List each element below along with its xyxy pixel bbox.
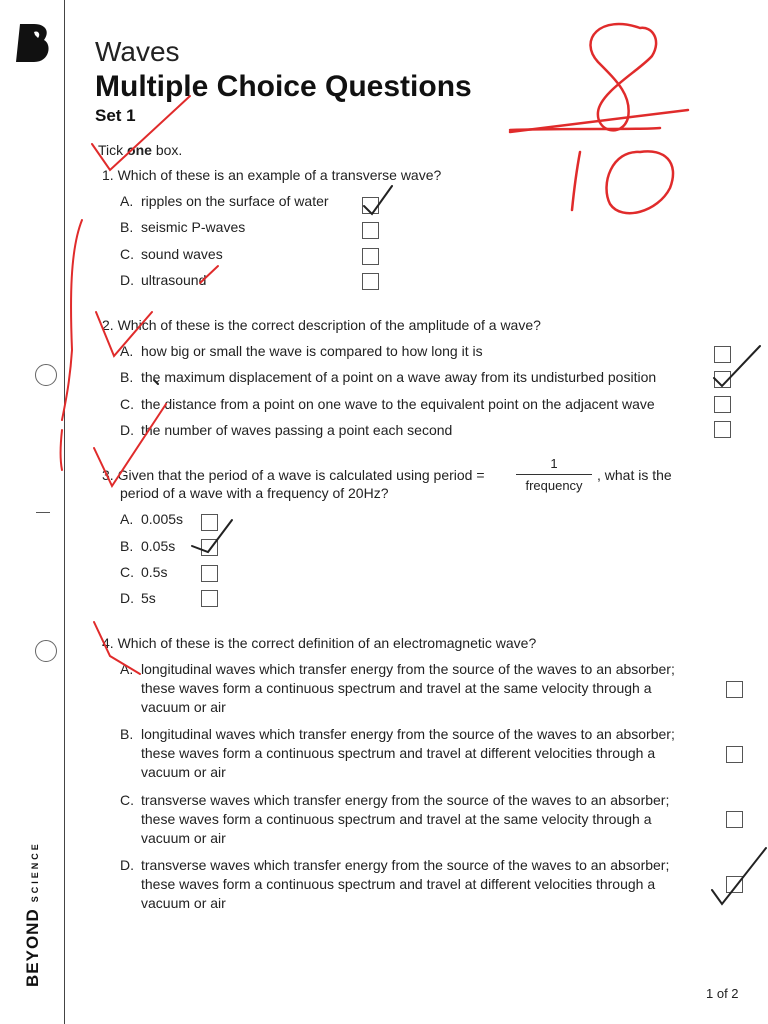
brand-name: BEYOND xyxy=(23,908,42,987)
q2-checkbox-d[interactable] xyxy=(714,421,731,438)
instruction-post: box. xyxy=(151,142,183,158)
question-text-pre: Given that the period of a wave is calculated using period = xyxy=(117,467,485,483)
q1-checkbox-c[interactable] xyxy=(362,248,379,265)
brand-sub: SCIENCE xyxy=(30,841,40,903)
option-line: vacuum or air xyxy=(141,699,226,715)
q2-option-d xyxy=(120,421,452,440)
option-line: these waves form a continuous spectrum and travel at the same velocity through a xyxy=(141,680,652,696)
question-number: 4. xyxy=(102,635,114,651)
q4-option-c xyxy=(120,791,669,848)
option-line: transverse waves which transfer energy from the source of the waves to an absorber; xyxy=(141,792,670,808)
fraction-denominator: frequency xyxy=(525,478,583,493)
option-line: vacuum or air xyxy=(141,895,226,911)
page-title: Waves xyxy=(95,36,180,67)
punch-hole-top xyxy=(35,364,57,386)
option-letter: B. xyxy=(120,538,134,554)
option-text: seismic P-waves xyxy=(141,219,246,235)
punch-hole-bottom xyxy=(35,640,57,662)
q3-option-d xyxy=(120,589,156,608)
brand-vertical xyxy=(23,837,47,987)
option-letter: D. xyxy=(120,272,134,288)
option-letter: D. xyxy=(120,590,134,606)
beyond-logo-icon xyxy=(14,22,54,64)
q1-checkbox-d[interactable] xyxy=(362,273,379,290)
option-letter: D. xyxy=(120,422,134,438)
set-label: Set 1 xyxy=(95,106,136,125)
option-line: transverse waves which transfer energy from the source of the waves to an absorber; xyxy=(141,857,670,873)
option-line: these waves form a continuous spectrum and travel at different velocities through a xyxy=(141,876,656,892)
option-text: the maximum displacement of a point on a wave away from its undisturbed position xyxy=(141,369,657,385)
q4-option-b xyxy=(120,725,675,782)
instruction-bold: one xyxy=(127,142,152,158)
question-text: Which of these is the correct definition of an electromagnetic wave? xyxy=(117,635,537,651)
question-3-text-post: , what is the xyxy=(597,467,672,483)
q3-checkbox-b[interactable] xyxy=(201,539,218,556)
q2-checkbox-b[interactable] xyxy=(714,371,731,388)
question-4 xyxy=(102,634,536,653)
option-text: the distance from a point on one wave to the equivalent point on the adjacent wave xyxy=(141,396,655,412)
instruction xyxy=(98,142,182,158)
margin-line xyxy=(64,0,65,1024)
period-fraction xyxy=(516,456,592,493)
q4-option-a xyxy=(120,660,675,717)
option-text: 0.05s xyxy=(141,538,176,554)
question-1 xyxy=(102,166,441,185)
option-letter: C. xyxy=(120,246,134,262)
q3-checkbox-c[interactable] xyxy=(201,565,218,582)
option-line: longitudinal waves which transfer energy from the source of the waves to an absorber; xyxy=(141,726,675,742)
q2-option-a xyxy=(120,342,483,361)
option-letter: A. xyxy=(120,511,134,527)
option-letter: A. xyxy=(120,193,134,209)
question-text: Which of these is the correct description of the amplitude of a wave? xyxy=(117,317,541,333)
q4-checkbox-c[interactable] xyxy=(726,811,743,828)
question-text: Which of these is an example of a transverse wave? xyxy=(117,167,442,183)
q1-checkbox-b[interactable] xyxy=(362,222,379,239)
q4-checkbox-b[interactable] xyxy=(726,746,743,763)
option-letter: C. xyxy=(120,792,134,808)
option-letter: A. xyxy=(120,343,134,359)
question-number: 3. xyxy=(102,467,114,483)
q3-checkbox-a[interactable] xyxy=(201,514,218,531)
option-text: how big or small the wave is compared to how long it is xyxy=(141,343,483,359)
option-line: longitudinal waves which transfer energy from the source of the waves to an absorber; xyxy=(141,661,675,677)
fold-mark xyxy=(36,512,50,513)
q1-option-d xyxy=(120,271,206,290)
option-letter: D. xyxy=(120,857,134,873)
q4-option-d xyxy=(120,856,669,913)
option-text xyxy=(141,791,669,848)
question-number: 1. xyxy=(102,167,114,183)
question-3-line2: period of a wave with a frequency of 20Hz? xyxy=(120,485,389,501)
page-number: 1 of 2 xyxy=(706,986,739,1001)
q2-checkbox-c[interactable] xyxy=(714,396,731,413)
q1-option-a xyxy=(120,192,329,211)
option-letter: C. xyxy=(120,396,134,412)
q4-checkbox-a[interactable] xyxy=(726,681,743,698)
q1-option-c xyxy=(120,245,223,264)
score-mark-icon xyxy=(510,24,688,213)
option-line: these waves form a continuous spectrum and travel at the same velocity through a xyxy=(141,811,652,827)
q1-checkbox-a[interactable] xyxy=(362,197,379,214)
option-line: vacuum or air xyxy=(141,830,226,846)
page-subtitle: Multiple Choice Questions xyxy=(95,70,472,103)
q3-checkbox-d[interactable] xyxy=(201,590,218,607)
option-text: the number of waves passing a point each second xyxy=(141,422,453,438)
option-letter: B. xyxy=(120,369,134,385)
question-2 xyxy=(102,316,541,335)
option-text xyxy=(141,725,675,782)
option-letter: A. xyxy=(120,661,134,677)
option-text: 0.5s xyxy=(141,564,168,580)
instruction-pre: Tick xyxy=(98,142,128,158)
fraction-numerator: 1 xyxy=(550,456,558,471)
option-text: ultrasound xyxy=(141,272,207,288)
q3-option-c xyxy=(120,563,167,582)
option-line: vacuum or air xyxy=(141,764,226,780)
option-line: these waves form a continuous spectrum and travel at different velocities through a xyxy=(141,745,656,761)
option-letter: B. xyxy=(120,726,134,742)
q3-option-b xyxy=(120,537,175,556)
option-letter: B. xyxy=(120,219,134,235)
question-3 xyxy=(102,466,485,485)
option-text xyxy=(141,856,669,913)
question-number: 2. xyxy=(102,317,114,333)
q2-option-b xyxy=(120,368,656,387)
q1-option-b xyxy=(120,218,245,237)
option-text: ripples on the surface of water xyxy=(141,193,329,209)
option-letter: C. xyxy=(120,564,134,580)
fraction-bar xyxy=(516,474,592,475)
q2-option-c xyxy=(120,395,655,414)
option-text: 0.005s xyxy=(141,511,184,527)
option-text: 5s xyxy=(141,590,156,606)
option-text: sound waves xyxy=(141,246,223,262)
option-text xyxy=(141,660,675,717)
q2-checkbox-a[interactable] xyxy=(714,346,731,363)
q3-option-a xyxy=(120,510,183,529)
q4-checkbox-d[interactable] xyxy=(726,876,743,893)
